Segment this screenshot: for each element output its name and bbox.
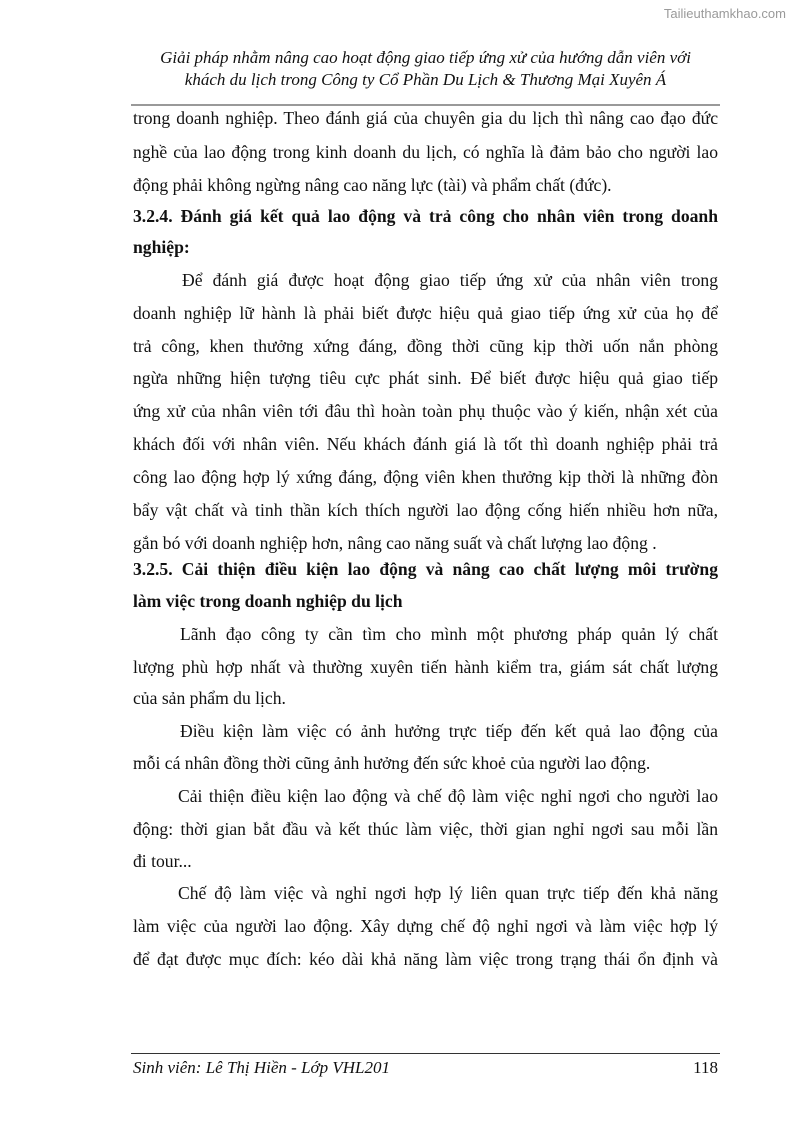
text-line: làm việc của người lao động. Xây dựng chế độ nghỉ ngơi và làm việc hợp lý [133,916,718,936]
section-heading-3-2-4-cont: nghiệp: [133,237,190,257]
text-line: Lãnh đạo công ty cần tìm cho mình một phương pháp quản lý chất [180,624,718,644]
text-line: nghề của lao động trong kinh doanh du lịch, có nghĩa là đảm bảo cho người lao [133,142,718,162]
text-line: để đạt được mục đích: kéo dài khả năng làm việc trong trạng thái ổn định và [133,949,718,969]
watermark: Tailieuthamkhao.com [663,6,786,21]
header-rule [131,104,720,106]
text-line: doanh nghiệp lữ hành là phải biết được hiệu quả giao tiếp ứng xử của họ để [133,303,718,323]
section-heading-3-2-5: 3.2.5. Cải thiện điều kiện lao động và nâng cao chất lượng môi trường [133,559,718,579]
running-header-line1: Giải pháp nhằm nâng cao hoạt động giao tiếp ứng xử của hướng dẫn viên với [160,48,691,67]
text-line: trong doanh nghiệp. Theo đánh giá của chuyên gia du lịch thì nâng cao đạo đức [133,108,718,128]
text-line: lượng phù hợp nhất và thường xuyên tiến hành kiểm tra, giám sát chất lượng [133,657,718,677]
text-line: Để đánh giá được hoạt động giao tiếp ứng xử của nhân viên trong [182,270,718,290]
footer-rule [131,1053,720,1054]
text-line: ngừa những hiện tượng tiêu cực phát sinh. Để biết được hiệu quả giao tiếp [133,368,718,388]
text-line: khách đối với nhân viên. Nếu khách đánh giá là tốt thì doanh nghiệp phải trả [133,434,718,454]
running-header-line2: khách du lịch trong Công ty Cổ Phần Du Lịch & Thương Mại Xuyên Á [184,70,667,89]
text-line: bẩy vật chất và tinh thần kích thích người lao động cống hiến nhiều hơn nữa, [133,500,718,520]
text-line: động phải không ngừng nâng cao năng lực (tài) và phẩm chất (đức). [133,175,612,195]
text-line: ứng xử của nhân viên tới đâu thì hoàn toàn phụ thuộc vào ý kiến, nhận xét của [133,401,718,421]
text-line: mỗi cá nhân đồng thời cũng ảnh hưởng đến sức khoẻ của người lao động. [133,753,651,773]
text-line: đi tour... [133,851,192,871]
text-line: động: thời gian bắt đầu và kết thúc làm việc, thời gian nghỉ ngơi sau mỗi lần [133,819,718,839]
section-heading-3-2-4: 3.2.4. Đánh giá kết quả lao động và trả công cho nhân viên trong doanh [133,206,718,226]
page-number: 118 [693,1058,718,1077]
text-line: Cải thiện điều kiện lao động và chế độ làm việc nghỉ ngơi cho người lao [178,786,718,806]
text-line: của sản phẩm du lịch. [133,688,286,708]
text-line: Chế độ làm việc và nghỉ ngơi hợp lý liên quan trực tiếp đến khả năng [178,883,718,903]
text-line: công lao động hợp lý xứng đáng, động viên khen thưởng kịp thời là những đòn [133,467,718,487]
text-line: Điều kiện làm việc có ảnh hưởng trực tiếp đến kết quả lao động của [180,721,718,741]
text-line: trả công, khen thưởng xứng đáng, đồng thời cũng kịp thời uốn nắn phòng [133,336,718,356]
text-line: gắn bó với doanh nghiệp hơn, nâng cao năng suất và chất lượng lao động . [133,533,657,553]
section-heading-3-2-5-cont: làm việc trong doanh nghiệp du lịch [133,591,403,611]
footer-student: Sinh viên: Lê Thị Hiền - Lớp VHL201 [133,1058,390,1077]
